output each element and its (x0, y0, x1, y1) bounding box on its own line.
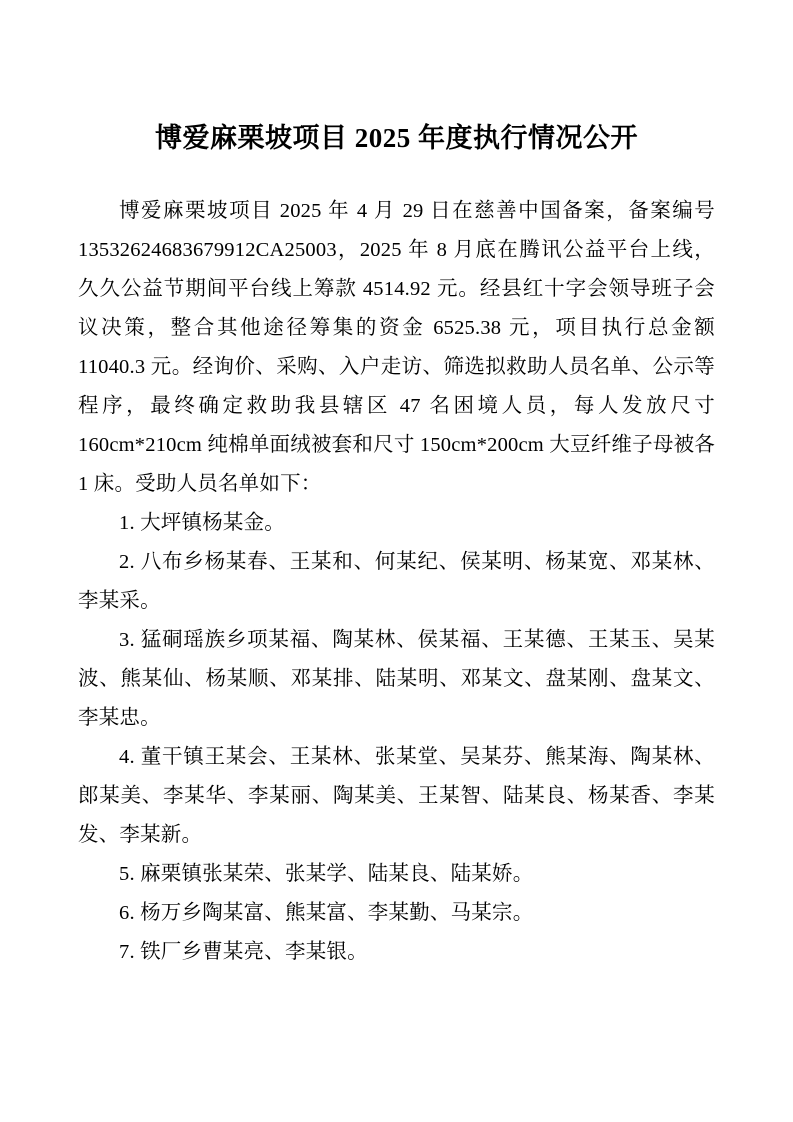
list-item: 1. 大坪镇杨某金。 (119, 512, 285, 534)
intro-paragraph: 博爱麻栗坡项目 2025 年 4 月 29 日在慈善中国备案，备案编号 13532624683679912CA25003，2025 年 8 月底在腾讯公益平台上线，久久公益节期间平台线上筹款 4514.92 元。经县红十字会领导班子会议决策，整合其他途径筹集的资金 6525.38 元，项目执行总金额 11040.3 元。经询价、采购、入户走访、筛选拟救助人员名单、公示等程序，最终确定救助我县辖区 47 名困境人员，每人发放尺寸 160cm*210cm 纯棉单面绒被套和尺寸 150cm*200cm 大豆纤维子母被各 1 床。受助人员名单如下： (78, 200, 715, 495)
list-item: 6. 杨万乡陶某富、熊某富、李某勤、马某宗。 (119, 902, 534, 924)
page-title: 博爱麻栗坡项目 2025 年度执行情况公开 (155, 123, 638, 153)
list-item: 7. 铁厂乡曹某亮、李某银。 (119, 941, 368, 963)
document-body (78, 192, 715, 972)
list-item: 2. 八布乡杨某春、王某和、何某纪、侯某明、杨某宽、邓某林、李某采。 (78, 551, 715, 612)
list-item: 5. 麻栗镇张某荣、张某学、陆某良、陆某娇。 (119, 863, 534, 885)
list-item: 3. 猛硐瑶族乡项某福、陶某林、侯某福、王某德、王某玉、吴某波、熊某仙、杨某顺、邓某排、陆某明、邓某文、盘某刚、盘某文、李某忠。 (78, 629, 715, 729)
list-item: 4. 董干镇王某会、王某林、张某堂、吴某芬、熊某海、陶某林、郎某美、李某华、李某丽、陶某美、王某智、陆某良、杨某香、李某发、李某新。 (78, 746, 715, 846)
